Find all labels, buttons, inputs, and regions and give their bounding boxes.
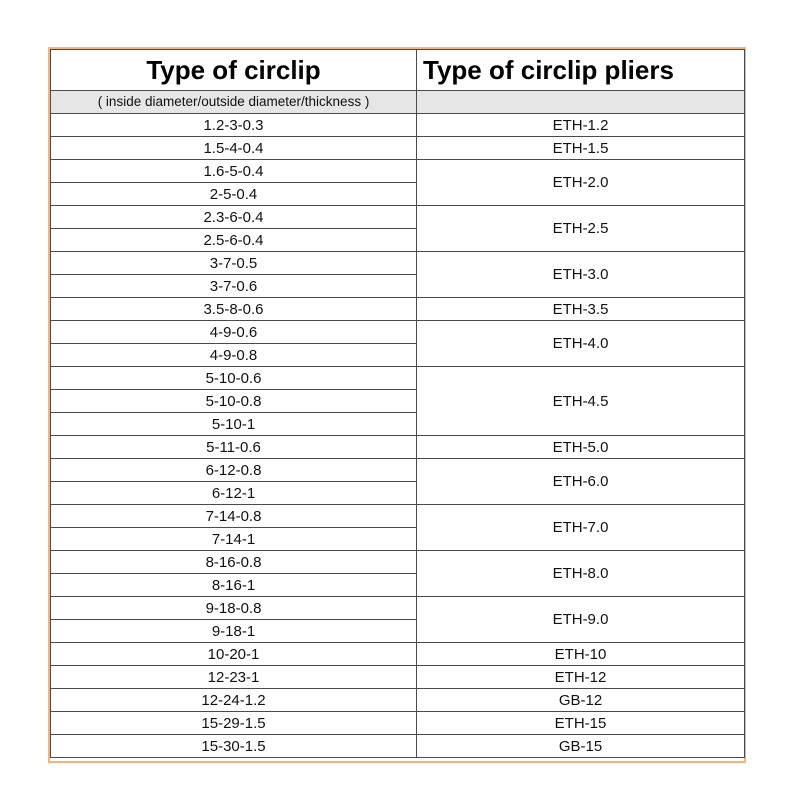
circlip-size-cell: 8-16-0.8 — [51, 551, 417, 574]
pliers-type-cell: ETH-2.5 — [417, 206, 745, 252]
pliers-type-cell: ETH-3.5 — [417, 298, 745, 321]
circlip-size-cell: 2-5-0.4 — [51, 183, 417, 206]
circlip-size-cell: 3-7-0.5 — [51, 252, 417, 275]
table-row — [51, 137, 745, 160]
pliers-type-cell: ETH-15 — [417, 712, 745, 735]
circlip-size-cell: 9-18-0.8 — [51, 597, 417, 620]
circlip-size-cell: 9-18-1 — [51, 620, 417, 643]
table-row — [51, 459, 745, 482]
table-row — [51, 505, 745, 528]
circlip-size-cell: 5-11-0.6 — [51, 436, 417, 459]
table-row — [51, 436, 745, 459]
circlip-size-cell: 8-16-1 — [51, 574, 417, 597]
pliers-type-cell: ETH-1.5 — [417, 137, 745, 160]
table-row — [51, 689, 745, 712]
table-row — [51, 298, 745, 321]
circlip-size-cell: 12-24-1.2 — [51, 689, 417, 712]
circlip-pliers-table — [50, 49, 745, 758]
table-row — [51, 666, 745, 689]
pliers-type-cell: ETH-8.0 — [417, 551, 745, 597]
table-row — [51, 321, 745, 344]
pliers-type-cell: ETH-10 — [417, 643, 745, 666]
circlip-size-cell: 5-10-1 — [51, 413, 417, 436]
circlip-size-cell: 15-30-1.5 — [51, 735, 417, 758]
table-row — [51, 114, 745, 137]
circlip-size-cell: 1.2-3-0.3 — [51, 114, 417, 137]
pliers-type-cell: ETH-6.0 — [417, 459, 745, 505]
subheader-empty-cell — [417, 91, 745, 114]
circlip-size-cell: 3-7-0.6 — [51, 275, 417, 298]
circlip-size-cell: 4-9-0.8 — [51, 344, 417, 367]
table-row — [51, 712, 745, 735]
table-row — [51, 597, 745, 620]
pliers-type-cell: ETH-7.0 — [417, 505, 745, 551]
circlip-size-cell: 5-10-0.8 — [51, 390, 417, 413]
pliers-type-cell: ETH-4.5 — [417, 367, 745, 436]
circlip-size-cell: 6-12-0.8 — [51, 459, 417, 482]
circlip-size-cell: 4-9-0.6 — [51, 321, 417, 344]
header-pliers-type: Type of circlip pliers — [417, 50, 745, 91]
circlip-size-cell: 15-29-1.5 — [51, 712, 417, 735]
table-row — [51, 206, 745, 229]
circlip-size-cell: 7-14-0.8 — [51, 505, 417, 528]
circlip-size-cell: 3.5-8-0.6 — [51, 298, 417, 321]
table-row — [51, 551, 745, 574]
subheader-dimensions-note: ( inside diameter/outside diameter/thickness ) — [51, 91, 417, 114]
table-row — [51, 643, 745, 666]
circlip-size-cell: 12-23-1 — [51, 666, 417, 689]
pliers-type-cell: ETH-1.2 — [417, 114, 745, 137]
pliers-type-cell: ETH-5.0 — [417, 436, 745, 459]
header-circlip-type: Type of circlip — [51, 50, 417, 91]
table-row — [51, 367, 745, 390]
pliers-type-cell: ETH-2.0 — [417, 160, 745, 206]
pliers-type-cell: ETH-4.0 — [417, 321, 745, 367]
pliers-type-cell: GB-12 — [417, 689, 745, 712]
pliers-type-cell: ETH-3.0 — [417, 252, 745, 298]
circlip-size-cell: 5-10-0.6 — [51, 367, 417, 390]
subheader-row — [51, 91, 745, 114]
table-row — [51, 735, 745, 758]
header-row — [51, 50, 745, 91]
circlip-size-cell: 2.3-6-0.4 — [51, 206, 417, 229]
pliers-type-cell: ETH-12 — [417, 666, 745, 689]
table-row — [51, 160, 745, 183]
pliers-type-cell: ETH-9.0 — [417, 597, 745, 643]
circlip-size-cell: 1.6-5-0.4 — [51, 160, 417, 183]
circlip-size-cell: 6-12-1 — [51, 482, 417, 505]
table-row — [51, 252, 745, 275]
circlip-size-cell: 7-14-1 — [51, 528, 417, 551]
circlip-size-cell: 1.5-4-0.4 — [51, 137, 417, 160]
circlip-size-cell: 2.5-6-0.4 — [51, 229, 417, 252]
circlip-size-cell: 10-20-1 — [51, 643, 417, 666]
pliers-type-cell: GB-15 — [417, 735, 745, 758]
